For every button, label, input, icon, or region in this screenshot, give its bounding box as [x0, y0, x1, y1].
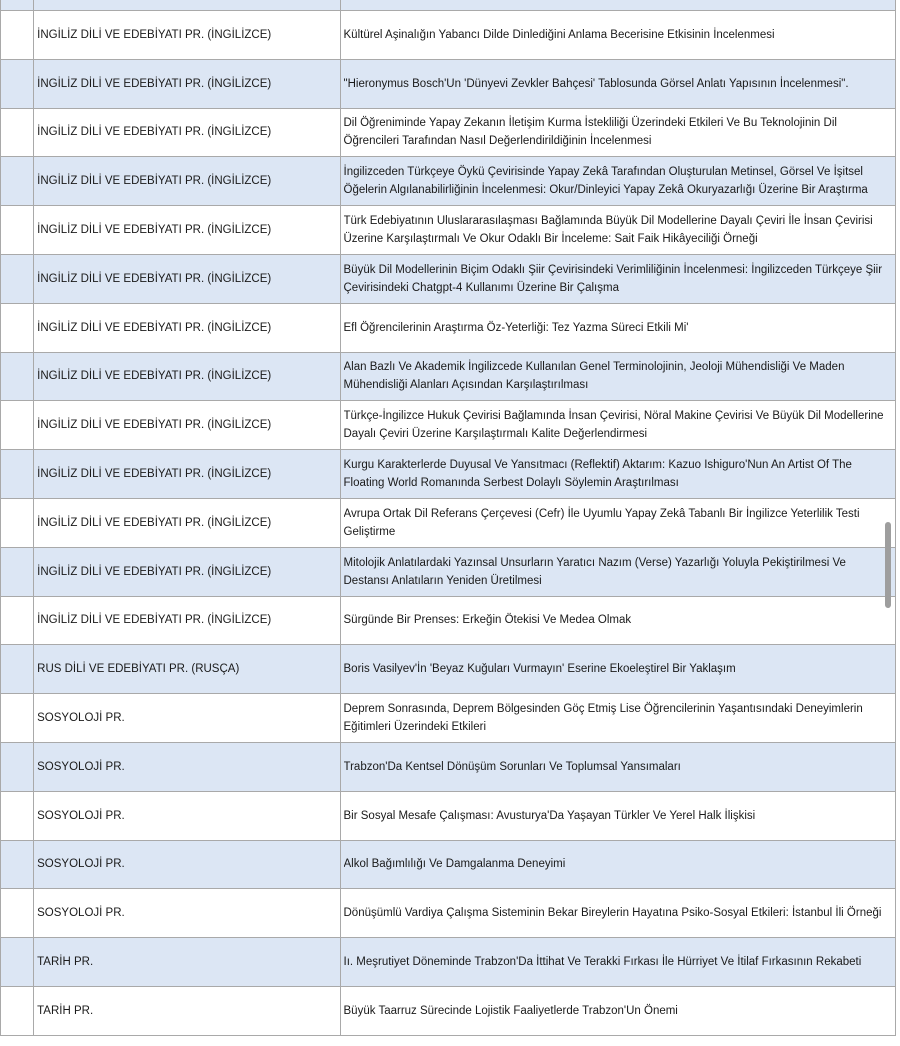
program-name: İNGİLİZ DİLİ VE EDEBİYATI PR. (İNGİLİZCE) — [37, 175, 272, 188]
row-gutter-cell[interactable] — [1, 791, 34, 840]
thesis-title: Alkol Bağımlılığı Ve Damgalanma Deneyimi — [343, 858, 566, 871]
program-name: İNGİLİZ DİLİ VE EDEBİYATI PR. (İNGİLİZCE) — [37, 565, 272, 578]
thesis-title: Büyük Dil Modellerinin Biçim Odaklı Şiir Çevirisindeki Verimliliğinin İncelenmesi: İngilizceden Türkçeye Şiir Çevirisindeki Chatgpt-4 Kullanımı Üzerine Bir Çalışma — [343, 263, 883, 294]
table-row — [1, 889, 896, 938]
table-row — [1, 450, 896, 499]
program-cell[interactable] — [34, 303, 340, 352]
program-name: RUS DİLİ VE EDEBİYATI PR. (RUSÇA) — [37, 663, 240, 676]
row-gutter-cell[interactable] — [1, 206, 34, 255]
table-row — [1, 938, 896, 987]
thesis-title: Dönüşümlü Vardiya Çalışma Sisteminin Bekar Bireylerin Hayatına Psiko-Sosyal Etkileri: İstanbul İli Örneği — [343, 907, 882, 920]
row-gutter-cell[interactable] — [1, 59, 34, 108]
row-gutter-cell[interactable] — [1, 157, 34, 206]
thesis-title-cell[interactable] — [340, 791, 896, 840]
row-gutter-cell[interactable] — [1, 938, 34, 987]
program-name: İNGİLİZ DİLİ VE EDEBİYATI PR. (İNGİLİZCE) — [37, 126, 272, 139]
thesis-title: Avrupa Ortak Dil Referans Çerçevesi (Cefr) İle Uyumlu Yapay Zekâ Tabanlı Bir İngilizce Yeterlilik Testi Geliştirme — [343, 507, 860, 538]
program-name: İNGİLİZ DİLİ VE EDEBİYATI PR. (İNGİLİZCE) — [37, 419, 272, 432]
program-name: İNGİLİZ DİLİ VE EDEBİYATI PR. (İNGİLİZCE) — [37, 370, 272, 383]
thesis-title: Boris Vasilyev'İn 'Beyaz Kuğuları Vurmayın' Eserine Ekoeleştirel Bir Yaklaşım — [343, 663, 736, 676]
program-name: İNGİLİZ DİLİ VE EDEBİYATI PR. (İNGİLİZCE) — [37, 614, 272, 627]
thesis-title: Büyük Taarruz Sürecinde Lojistik Faaliyetlerde Trabzon'Un Önemi — [343, 1004, 678, 1017]
thesis-title: Kurgu Karakterlerde Duyusal Ve Yansıtmacı (Reflektif) Aktarım: Kazuo Ishiguro'Nun An Artist Of The Floating World Romanında Serbest Dolaylı Söylemin Araştırılması — [343, 459, 852, 490]
thesis-title: Iı. Meşrutiyet Döneminde Trabzon'Da İttihat Ve Terakki Fırkası İle Hürriyet Ve İtilaf Fırkasının Rekabeti — [343, 956, 862, 969]
row-gutter-cell[interactable] — [1, 596, 34, 645]
row-gutter-cell[interactable] — [1, 986, 34, 1035]
thesis-title-cell[interactable] — [340, 401, 896, 450]
program-cell[interactable] — [34, 547, 340, 596]
program-cell[interactable] — [34, 791, 340, 840]
program-name: SOSYOLOJİ PR. — [37, 907, 125, 920]
row-gutter-cell[interactable] — [1, 742, 34, 791]
program-cell[interactable] — [34, 254, 340, 303]
thesis-title: Sürgünde Bir Prenses: Erkeğin Ötekisi Ve Medea Olmak — [343, 614, 632, 627]
thesis-title-cell[interactable] — [340, 206, 896, 255]
table-row — [1, 498, 896, 547]
program-name: SOSYOLOJİ PR. — [37, 760, 125, 773]
table-row — [1, 303, 896, 352]
table-row — [1, 742, 896, 791]
program-cell[interactable] — [34, 352, 340, 401]
table-row — [1, 206, 896, 255]
program-cell[interactable] — [34, 596, 340, 645]
table-row — [1, 596, 896, 645]
thesis-title-cell[interactable] — [340, 157, 896, 206]
program-cell[interactable] — [34, 11, 340, 60]
table-row — [1, 840, 896, 889]
table-row — [1, 547, 896, 596]
thesis-title-cell[interactable] — [340, 0, 896, 11]
thesis-title-cell[interactable] — [340, 596, 896, 645]
row-gutter-cell[interactable] — [1, 450, 34, 499]
thesis-title: Efl Öğrencilerinin Araştırma Öz-Yeterliği: Tez Yazma Süreci Etkili Mi' — [343, 321, 689, 334]
vertical-scrollbar[interactable] — [885, 522, 891, 608]
table-row — [1, 11, 896, 60]
row-gutter-cell[interactable] — [1, 401, 34, 450]
row-gutter-cell[interactable] — [1, 645, 34, 694]
thesis-title-cell[interactable] — [340, 547, 896, 596]
thesis-title: Dil Öğreniminde Yapay Zekanın İletişim Kurma İstekliliği Üzerindeki Etkileri Ve Bu Teknolojinin Dil Öğrencileri Tarafından Nasıl Değerlendirildiğinin İncelenmesi — [343, 117, 837, 148]
thesis-title: Türk Edebiyatının Uluslararasılaşması Bağlamında Büyük Dil Modellerine Dayalı Çeviri İle İnsan Çevirisi Üzerine Karşılaştırmalı Ve Okur Odaklı Bir İnceleme: Sait Faik Hikâyeciliği Örneği — [343, 215, 873, 246]
table-row — [1, 694, 896, 743]
table-row — [1, 157, 896, 206]
program-cell[interactable] — [34, 498, 340, 547]
thesis-title-cell[interactable] — [340, 645, 896, 694]
program-cell[interactable] — [34, 450, 340, 499]
program-name: İNGİLİZ DİLİ VE EDEBİYATI PR. (İNGİLİZCE) — [37, 77, 272, 90]
thesis-title-cell[interactable] — [340, 694, 896, 743]
thesis-title: Trabzon'Da Kentsel Dönüşüm Sorunları Ve Toplumsal Yansımaları — [343, 760, 681, 773]
row-gutter-cell[interactable] — [1, 11, 34, 60]
program-cell[interactable] — [34, 401, 340, 450]
thesis-title: İngilizceden Türkçeye Öykü Çevirisinde Yapay Zekâ Tarafından Oluşturulan Metinsel, Görsel Ve İşitsel Öğelerin Algılanabilirliğinin İncelenmesi: Okur/Dinleyici Yapay Zekâ Okuryazarlığı Üzerine Bir Araştırma — [343, 166, 868, 197]
row-gutter-cell[interactable] — [1, 547, 34, 596]
program-name: İNGİLİZ DİLİ VE EDEBİYATI PR. (İNGİLİZCE) — [37, 28, 272, 41]
program-cell[interactable] — [34, 986, 340, 1035]
thesis-title-cell[interactable] — [340, 986, 896, 1035]
program-name: İNGİLİZ DİLİ VE EDEBİYATI PR. (İNGİLİZCE) — [37, 272, 272, 285]
thesis-title-cell[interactable] — [340, 840, 896, 889]
program-name: İNGİLİZ DİLİ VE EDEBİYATI PR. (İNGİLİZCE) — [37, 224, 272, 237]
table-row — [1, 0, 896, 11]
table-row — [1, 59, 896, 108]
row-gutter-cell[interactable] — [1, 352, 34, 401]
table-row — [1, 986, 896, 1035]
row-gutter-cell[interactable] — [1, 498, 34, 547]
thesis-title-cell[interactable] — [340, 938, 896, 987]
row-gutter-cell[interactable] — [1, 303, 34, 352]
program-name: İNGİLİZ DİLİ VE EDEBİYATI PR. (İNGİLİZCE) — [37, 468, 272, 481]
row-gutter-cell[interactable] — [1, 694, 34, 743]
thesis-title-cell[interactable] — [340, 59, 896, 108]
thesis-title: Mitolojik Anlatılardaki Yazınsal Unsurların Yaratıcı Nazım (Verse) Yazarlığı Yoluyla Pekiştirilmesi Ve Destansı Anlatıların Yeniden Üretilmesi — [343, 556, 846, 587]
row-gutter-cell[interactable] — [1, 889, 34, 938]
row-gutter-cell[interactable] — [1, 108, 34, 157]
program-name: İNGİLİZ DİLİ VE EDEBİYATI PR. (İNGİLİZCE) — [37, 321, 272, 334]
thesis-title: Türkçe-İngilizce Hukuk Çevirisi Bağlamında İnsan Çevirisi, Nöral Makine Çevirisi Ve Büyük Dil Modellerine Dayalı Çeviri Üzerine Karşılaştırmalı Kalite Değerlendirmesi — [343, 410, 884, 441]
thesis-title-cell[interactable] — [340, 108, 896, 157]
thesis-title: Kültürel Aşinalığın Yabancı Dilde Dinlediğini Anlama Becerisine Etkisinin İncelenmesi — [343, 28, 775, 41]
program-name: İNGİLİZ DİLİ VE EDEBİYATI PR. (İNGİLİZCE) — [37, 516, 272, 529]
thesis-title-cell[interactable] — [340, 11, 896, 60]
row-gutter-cell[interactable] — [1, 254, 34, 303]
program-cell[interactable] — [34, 0, 340, 11]
program-name: SOSYOLOJİ PR. — [37, 712, 125, 725]
program-cell[interactable] — [34, 206, 340, 255]
program-name: TARİH PR. — [37, 956, 94, 969]
program-cell[interactable] — [34, 694, 340, 743]
thesis-title: Alan Bazlı Ve Akademik İngilizcede Kullanılan Genel Terminolojinin, Jeoloji Mühendisliği Ve Maden Mühendisliği Alanları Açısından Karşılaştırılması — [343, 361, 845, 392]
table-row — [1, 401, 896, 450]
program-cell[interactable] — [34, 59, 340, 108]
table-row — [1, 645, 896, 694]
row-gutter-cell[interactable] — [1, 0, 34, 11]
program-cell[interactable] — [34, 938, 340, 987]
program-name: SOSYOLOJİ PR. — [37, 809, 125, 822]
table-row — [1, 108, 896, 157]
thesis-title-cell[interactable] — [340, 352, 896, 401]
program-cell[interactable] — [34, 840, 340, 889]
thesis-title-cell[interactable] — [340, 254, 896, 303]
row-gutter-cell[interactable] — [1, 840, 34, 889]
thesis-title-cell[interactable] — [340, 742, 896, 791]
program-cell[interactable] — [34, 108, 340, 157]
program-name: TARİH PR. — [37, 1004, 94, 1017]
program-name: SOSYOLOJİ PR. — [37, 858, 125, 871]
thesis-title-cell[interactable] — [340, 450, 896, 499]
program-cell[interactable] — [34, 889, 340, 938]
table-row — [1, 352, 896, 401]
program-cell[interactable] — [34, 742, 340, 791]
thesis-title: "Hieronymus Bosch'Un 'Dünyevi Zevkler Bahçesi' Tablosunda Görsel Anlatı Yapısının İncelenmesi". — [343, 77, 849, 90]
thesis-title-cell[interactable] — [340, 498, 896, 547]
program-cell[interactable] — [34, 645, 340, 694]
thesis-title-cell[interactable] — [340, 889, 896, 938]
thesis-title-cell[interactable] — [340, 303, 896, 352]
thesis-title: Deprem Sonrasında, Deprem Bölgesinden Göç Etmiş Lise Öğrencilerinin Yaşantısındaki Deneyimlerin Eğitimleri Üzerindeki Etkileri — [343, 703, 863, 734]
table-row — [1, 791, 896, 840]
table-row — [1, 254, 896, 303]
program-cell[interactable] — [34, 157, 340, 206]
thesis-title: Bir Sosyal Mesafe Çalışması: Avusturya'Da Yaşayan Türkler Ve Yerel Halk İlişkisi — [343, 809, 756, 822]
